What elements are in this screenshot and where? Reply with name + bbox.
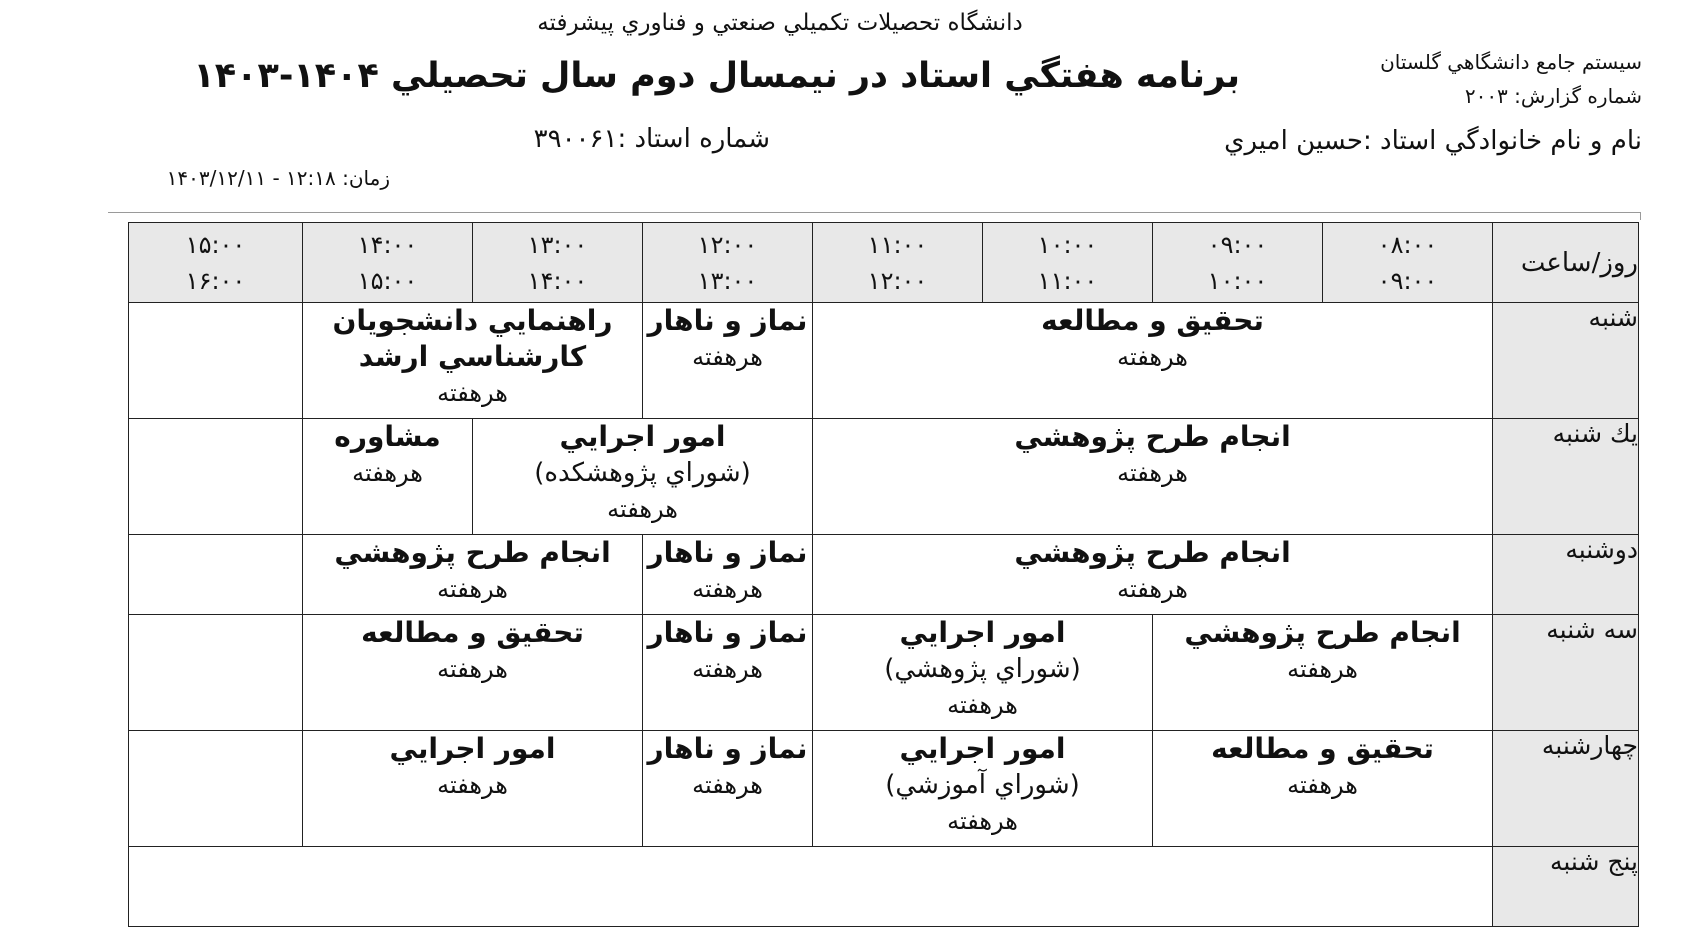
activity-title: نماز و ناهار <box>647 304 808 337</box>
slot-start-time: ۱۵:۰۰ <box>185 230 246 259</box>
time-slot-header <box>643 223 813 303</box>
university-name: دانشگاه تحصيلات تكميلي صنعتي و فناوري پيشرفته <box>537 10 1023 36</box>
time-slot-header <box>1153 223 1323 303</box>
activity-cell <box>303 303 643 419</box>
header-row <box>129 223 1639 303</box>
activity-cell <box>303 419 473 535</box>
page-title: برنامه هفتگي استاد در نيمسال دوم سال تحصيلي ۱۴۰۴-۱۴۰۳ <box>193 56 1240 96</box>
time-slot-header <box>1323 223 1493 303</box>
day-name: چهارشنبه <box>1493 731 1639 847</box>
activity-title: مشاوره <box>334 420 441 453</box>
activity-frequency: هرهفته <box>437 771 508 799</box>
activity-frequency: هرهفته <box>1287 771 1358 799</box>
slot-end-time: ۱۵:۰۰ <box>357 266 418 295</box>
report-number: شماره گزارش: ۲۰۰۳ <box>1464 84 1642 108</box>
activity-title: تحقيق و مطالعه <box>361 616 584 649</box>
activity-cell <box>643 535 813 615</box>
slot-end-time: ۱۱:۰۰ <box>1037 266 1098 295</box>
professor-number: شماره استاد :۳۹۰۰۶۱ <box>533 124 770 154</box>
activity-frequency: هرهفته <box>1287 655 1358 683</box>
activity-title: امور اجرايي <box>389 732 556 765</box>
time-slot-header <box>983 223 1153 303</box>
activity-cell <box>813 535 1493 615</box>
activity-title: امور اجرايي <box>899 616 1066 649</box>
slot-end-time: ۱۶:۰۰ <box>185 266 246 295</box>
activity-cell <box>303 615 643 731</box>
activity-title: نماز و ناهار <box>647 616 808 649</box>
print-time: زمان: ۱۲:۱۸ - ۱۴۰۳/۱۲/۱۱ <box>166 166 390 190</box>
activity-frequency: هرهفته <box>607 495 678 523</box>
empty-cell <box>129 535 303 615</box>
activity-frequency: هرهفته <box>437 379 508 407</box>
day-row <box>129 303 1639 419</box>
slot-start-time: ۱۳:۰۰ <box>527 230 588 259</box>
activity-frequency: هرهفته <box>437 655 508 683</box>
activity-title: نماز و ناهار <box>647 732 808 765</box>
activity-cell <box>303 731 643 847</box>
professor-name: نام و نام خانوادگي استاد :حسين اميري <box>1224 126 1642 156</box>
activity-cell <box>813 419 1493 535</box>
activity-frequency: هرهفته <box>947 691 1018 719</box>
activity-frequency: هرهفته <box>947 807 1018 835</box>
activity-frequency: هرهفته <box>1117 343 1188 371</box>
activity-title: انجام طرح پژوهشي <box>1184 616 1461 649</box>
activity-frequency: هرهفته <box>692 655 763 683</box>
activity-frequency: هرهفته <box>692 575 763 603</box>
slot-start-time: ۱۴:۰۰ <box>357 230 418 259</box>
activity-subtitle: (شوراي پژوهشكده) <box>534 458 751 488</box>
activity-cell <box>303 535 643 615</box>
slot-end-time: ۰۹:۰۰ <box>1377 266 1438 295</box>
day-name: دوشنبه <box>1493 535 1639 615</box>
time-slot-header <box>473 223 643 303</box>
activity-title: تحقيق و مطالعه <box>1211 732 1434 765</box>
day-name: پنج شنبه <box>1493 847 1639 927</box>
slot-end-time: ۱۲:۰۰ <box>867 266 928 295</box>
day-name: سه شنبه <box>1493 615 1639 731</box>
empty-cell <box>129 303 303 419</box>
activity-title: انجام طرح پژوهشي <box>1014 420 1291 453</box>
activity-title: راهنمايي دانشجويان <box>332 304 613 337</box>
day-row <box>129 615 1639 731</box>
slot-start-time: ۱۱:۰۰ <box>867 230 928 259</box>
activity-frequency: هرهفته <box>692 343 763 371</box>
day-name: يك شنبه <box>1493 419 1639 535</box>
empty-cell <box>129 847 1493 927</box>
activity-frequency: هرهفته <box>1117 575 1188 603</box>
activity-title: امور اجرايي <box>899 732 1066 765</box>
time-slot-header <box>303 223 473 303</box>
day-row <box>129 731 1639 847</box>
activity-cell <box>643 303 813 419</box>
activity-title: انجام طرح پژوهشي <box>1014 536 1291 569</box>
day-row <box>129 535 1639 615</box>
activity-cell <box>1153 615 1493 731</box>
activity-cell <box>813 615 1153 731</box>
activity-subtitle: (شوراي پژوهشي) <box>884 654 1081 684</box>
header-divider <box>108 212 1640 213</box>
activity-subtitle: (شوراي آموزشي) <box>885 770 1080 800</box>
empty-cell <box>129 615 303 731</box>
activity-frequency: هرهفته <box>692 771 763 799</box>
slot-start-time: ۰۸:۰۰ <box>1377 230 1438 259</box>
slot-start-time: ۰۹:۰۰ <box>1207 230 1268 259</box>
slot-start-time: ۱۰:۰۰ <box>1037 230 1098 259</box>
activity-frequency: هرهفته <box>437 575 508 603</box>
time-slot-header <box>129 223 303 303</box>
activity-title: تحقيق و مطالعه <box>1041 304 1264 337</box>
system-name: سيستم جامع دانشگاهي گلستان <box>1380 50 1642 74</box>
day-row <box>129 419 1639 535</box>
activity-title-line2: كارشناسي ارشد <box>358 340 587 373</box>
activity-cell <box>643 615 813 731</box>
activity-cell <box>643 731 813 847</box>
day-name: شنبه <box>1493 303 1639 419</box>
time-slot-header <box>813 223 983 303</box>
weekly-schedule-table <box>128 222 1639 927</box>
day-row <box>129 847 1639 927</box>
empty-cell <box>129 731 303 847</box>
activity-title: انجام طرح پژوهشي <box>334 536 611 569</box>
slot-end-time: ۱۰:۰۰ <box>1207 266 1268 295</box>
activity-title: امور اجرايي <box>559 420 726 453</box>
slot-end-time: ۱۳:۰۰ <box>697 266 758 295</box>
corner-label: روز/ساعت <box>1493 223 1639 303</box>
activity-cell <box>473 419 813 535</box>
activity-cell <box>1153 731 1493 847</box>
empty-cell <box>129 419 303 535</box>
activity-cell <box>813 303 1493 419</box>
slot-start-time: ۱۲:۰۰ <box>697 230 758 259</box>
slot-end-time: ۱۴:۰۰ <box>527 266 588 295</box>
activity-frequency: هرهفته <box>1117 459 1188 487</box>
activity-cell <box>813 731 1153 847</box>
activity-title: نماز و ناهار <box>647 536 808 569</box>
activity-frequency: هرهفته <box>352 459 423 487</box>
header-divider-tick <box>1640 212 1641 220</box>
